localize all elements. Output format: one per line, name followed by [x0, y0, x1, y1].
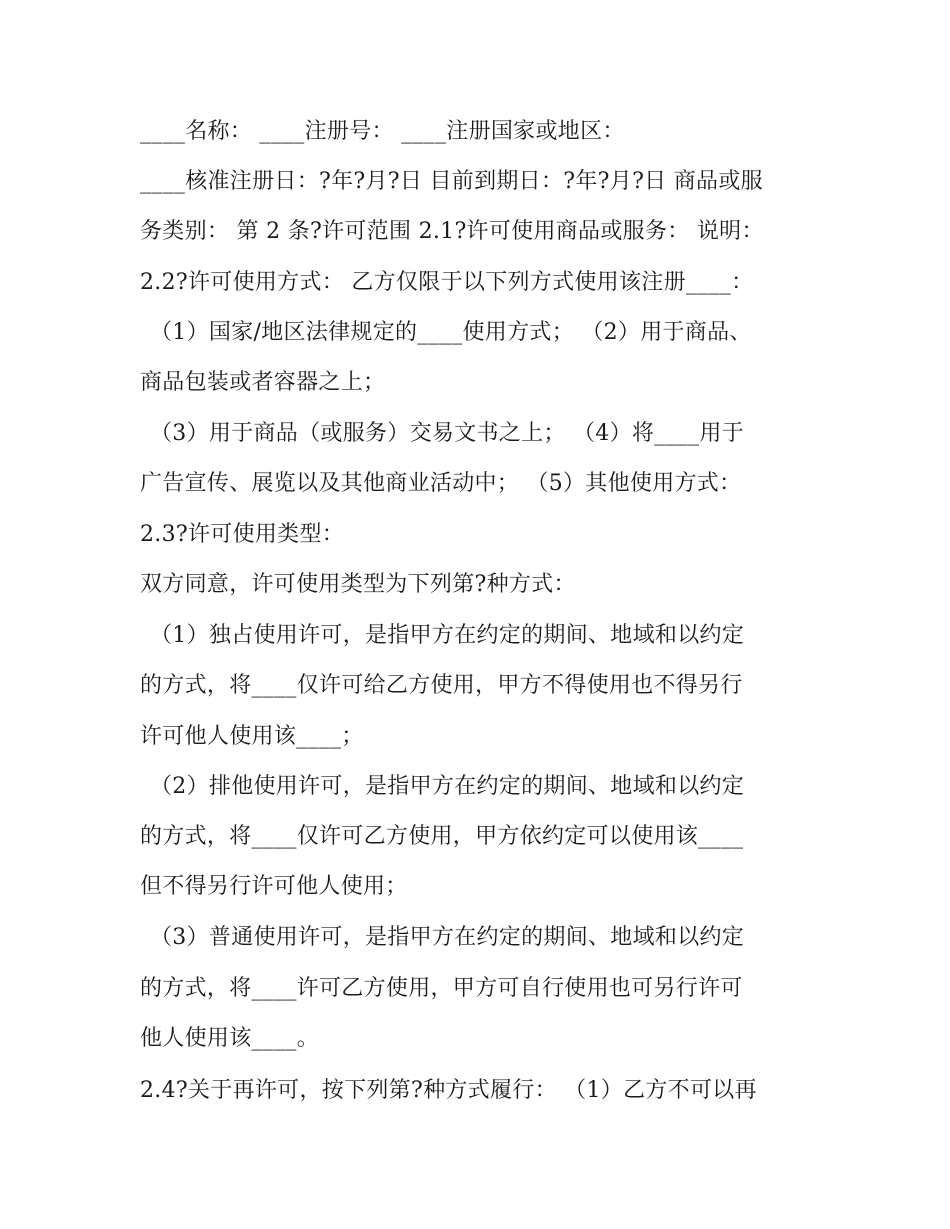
text-line-1: ____名称： ____注册号： ____注册国家或地区： [140, 119, 625, 144]
text-line-8: 广告宣传、展览以及其他商业活动中； （5）其他使用方式： [140, 471, 742, 496]
text-line-15: 的方式，将____仅许可乙方使用，甲方依约定可以使用该____ [140, 824, 744, 849]
text-line-19: 他人使用该____。 [140, 1026, 320, 1051]
text-line-16: 但不得另行许可他人使用； [140, 874, 408, 899]
text-line-12: 的方式，将____仅许可给乙方使用，甲方不得使用也不得另行 [140, 673, 743, 698]
text-line-11: （1）独占使用许可，是指甲方在约定的期间、地域和以约定 [150, 623, 745, 648]
text-line-3: 务类别： 第 2 条?许可范围 2.1?许可使用商品或服务： 说明： [140, 219, 764, 244]
text-line-6: 商品包装或者容器之上； [140, 370, 386, 395]
text-line-18: 的方式，将____许可乙方使用，甲方可自行使用也可另行许可 [140, 976, 743, 1001]
text-line-20: 2.4?关于再许可，按下列第?种方式履行： （1）乙方不可以再 [140, 1078, 757, 1103]
text-line-14: （2）排他使用许可，是指甲方在约定的期间、地域和以约定 [150, 774, 745, 799]
text-line-4: 2.2?许可使用方式： 乙方仅限于以下列方式使用该注册____： [140, 270, 754, 295]
text-line-2: ____核准注册日：?年?月?日 目前到期日：?年?月?日 商品或服 [140, 169, 763, 194]
text-line-7: （3）用于商品（或服务）交易文书之上； （4）将____用于 [150, 421, 744, 446]
text-line-10: 双方同意，许可使用类型为下列第?种方式： [140, 572, 576, 597]
text-line-9: 2.3?许可使用类型： [140, 522, 345, 547]
text-line-5: （1）国家/地区法律规定的____使用方式； （2）用于商品、 [150, 320, 752, 345]
text-line-13: 许可他人使用该____； [140, 724, 364, 749]
text-line-17: （3）普通使用许可，是指甲方在约定的期间、地域和以约定 [150, 925, 745, 950]
